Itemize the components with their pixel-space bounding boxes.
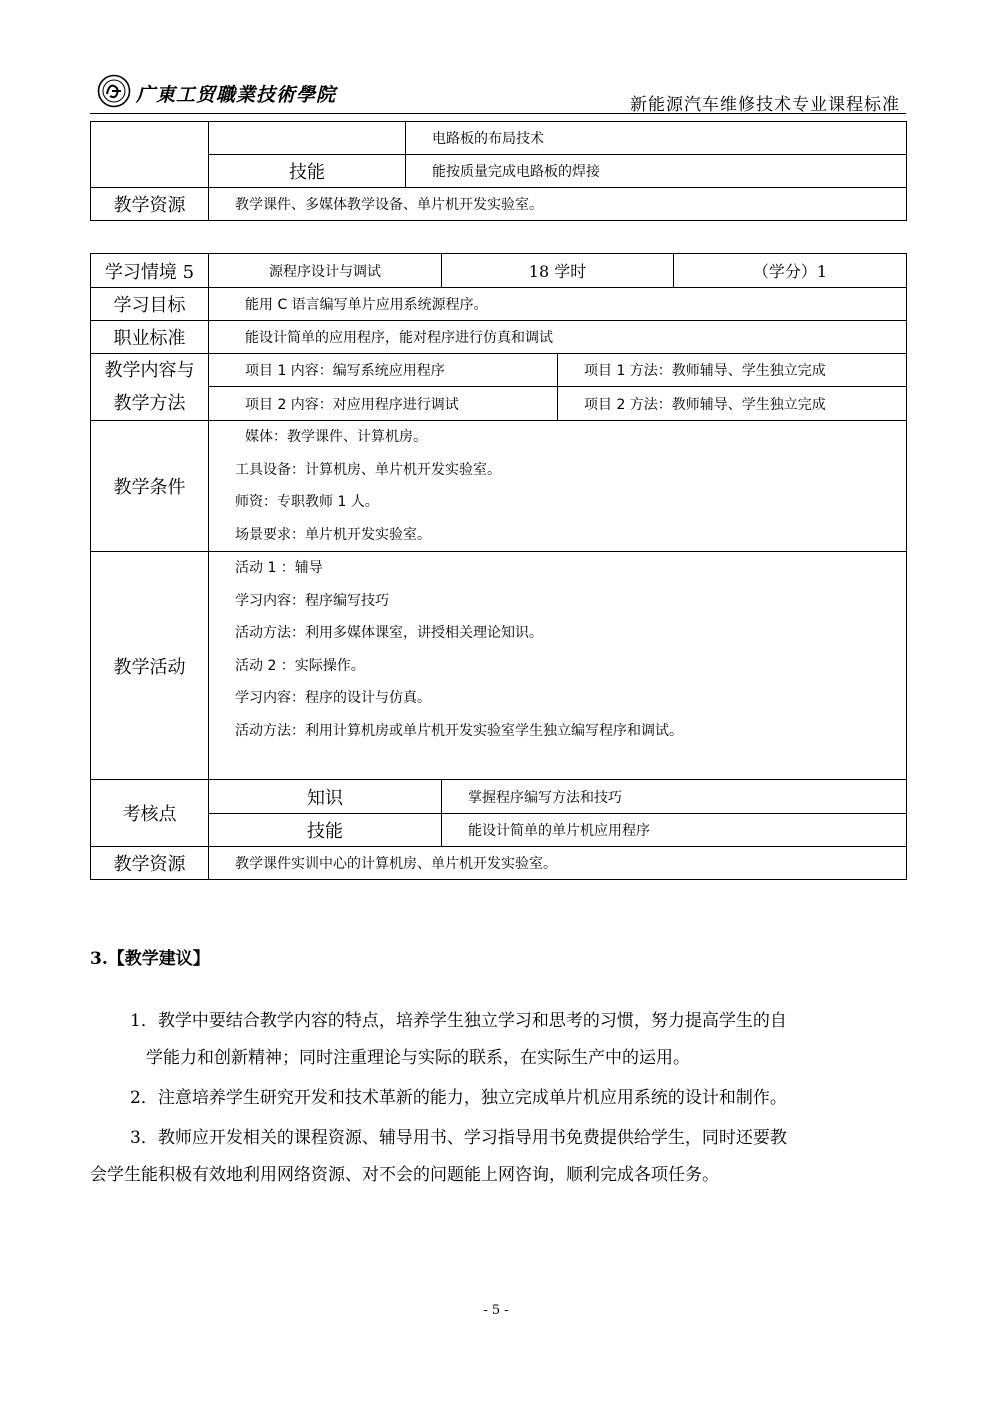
list-item: 学习内容：程序的设计与仿真。: [235, 690, 431, 706]
content-method-label-line2: 教学方法: [113, 393, 186, 414]
resources-label: 教学资源: [91, 847, 209, 880]
table-continuation: [90, 121, 907, 221]
section-heading: [90, 944, 210, 969]
hours: 18 学时: [442, 254, 674, 288]
school-name: 广東工贸職業技術學院: [136, 84, 337, 106]
project1-method: 项目 1 方法：教师辅导、学生独立完成: [558, 354, 907, 387]
list-item: 师资：专职教师 1 人。: [235, 494, 379, 510]
standard-label: 职业标准: [91, 321, 209, 354]
list-item: 活动 1 ：辅导: [235, 560, 323, 576]
goal-content: 能用 C 语言编写单片应用系统源程序。: [209, 288, 907, 321]
situation-name: 源程序设计与调试: [209, 254, 442, 288]
list-item: 媒体：教学课件、计算机房。: [245, 429, 427, 445]
page-number: - 5 -: [483, 1303, 509, 1318]
empty-label-cell: [91, 122, 209, 188]
school-logo-icon: [97, 74, 131, 108]
situation-label: 学习情境 5: [91, 254, 209, 288]
knowledge-content: 掌握程序编写方法和技巧: [442, 780, 907, 814]
activities-label: 教学活动: [91, 552, 209, 780]
resources-content: 教学课件实训中心的计算机房、单片机开发实验室。: [209, 847, 907, 880]
paragraph: 2．注意培养学生研究开发和技术革新的能力，独立完成单片机应用系统的设计和制作。: [130, 1088, 787, 1108]
skill-content: 能设计简单的单片机应用程序: [442, 814, 907, 847]
content-method-label-line1: 教学内容与: [104, 360, 195, 381]
goal-label: 学习目标: [91, 288, 209, 321]
header-divider: [90, 113, 906, 114]
project1-content: 项目 1 内容：编写系统应用程序: [209, 354, 558, 387]
list-item: 学习内容：程序编写技巧: [235, 592, 389, 609]
skill-label: 技能: [209, 155, 406, 188]
list-item: 活动方法：利用多媒体课室，讲授相关理论知识。: [235, 625, 543, 641]
paragraph: 学能力和创新精神；同时注重理论与实际的联系，在实际生产中的运用。: [146, 1048, 690, 1068]
skill-content: 能按质量完成电路板的焊接: [406, 155, 907, 188]
list-item: 活动方法：利用计算机房或单片机开发实验室学生独立编写程序和调试。: [235, 722, 683, 739]
knowledge-label: 知识: [209, 780, 442, 814]
standard-content: 能设计简单的应用程序，能对程序进行仿真和调试: [209, 321, 907, 354]
conditions-label: 教学条件: [91, 421, 209, 552]
paragraph: 会学生能积极有效地利用网络资源、对不会的问题能上网咨询，顺利完成各项任务。: [90, 1165, 719, 1185]
assessment-label: 考核点: [91, 780, 209, 847]
project2-method: 项目 2 方法：教师辅导、学生独立完成: [558, 387, 907, 421]
document-title: 新能源汽车维修技术专业课程标准: [630, 95, 900, 115]
content-method-label: [91, 354, 209, 421]
paragraph: 1．教学中要结合教学内容的特点，培养学生独立学习和思考的习惯，努力提高学生的自: [130, 1011, 787, 1031]
list-item: 场景要求：单片机开发实验室。: [235, 526, 431, 543]
section-heading-text: 3.【教学建议】: [90, 949, 210, 969]
list-item: 活动 2 ：实际操作。: [235, 657, 365, 674]
paragraph: 3．教师应开发相关的课程资源、辅导用书、学习指导用书免费提供给学生，同时还要教: [130, 1128, 787, 1148]
list-item: 工具设备：计算机房、单片机开发实验室。: [235, 461, 501, 478]
skill-label: 技能: [209, 814, 442, 847]
cell-content: 电路板的布局技术: [406, 122, 907, 155]
credit: （学分）1: [674, 254, 907, 288]
activities-content: [209, 552, 907, 780]
empty-cell: [209, 122, 406, 155]
resources-content: 教学课件、多媒体教学设备、单片机开发实验室。: [209, 188, 907, 221]
table-situation-5: [90, 253, 907, 880]
conditions-content: [209, 421, 907, 552]
resources-label: 教学资源: [91, 188, 209, 221]
project2-content: 项目 2 内容：对应用程序进行调试: [209, 387, 558, 421]
